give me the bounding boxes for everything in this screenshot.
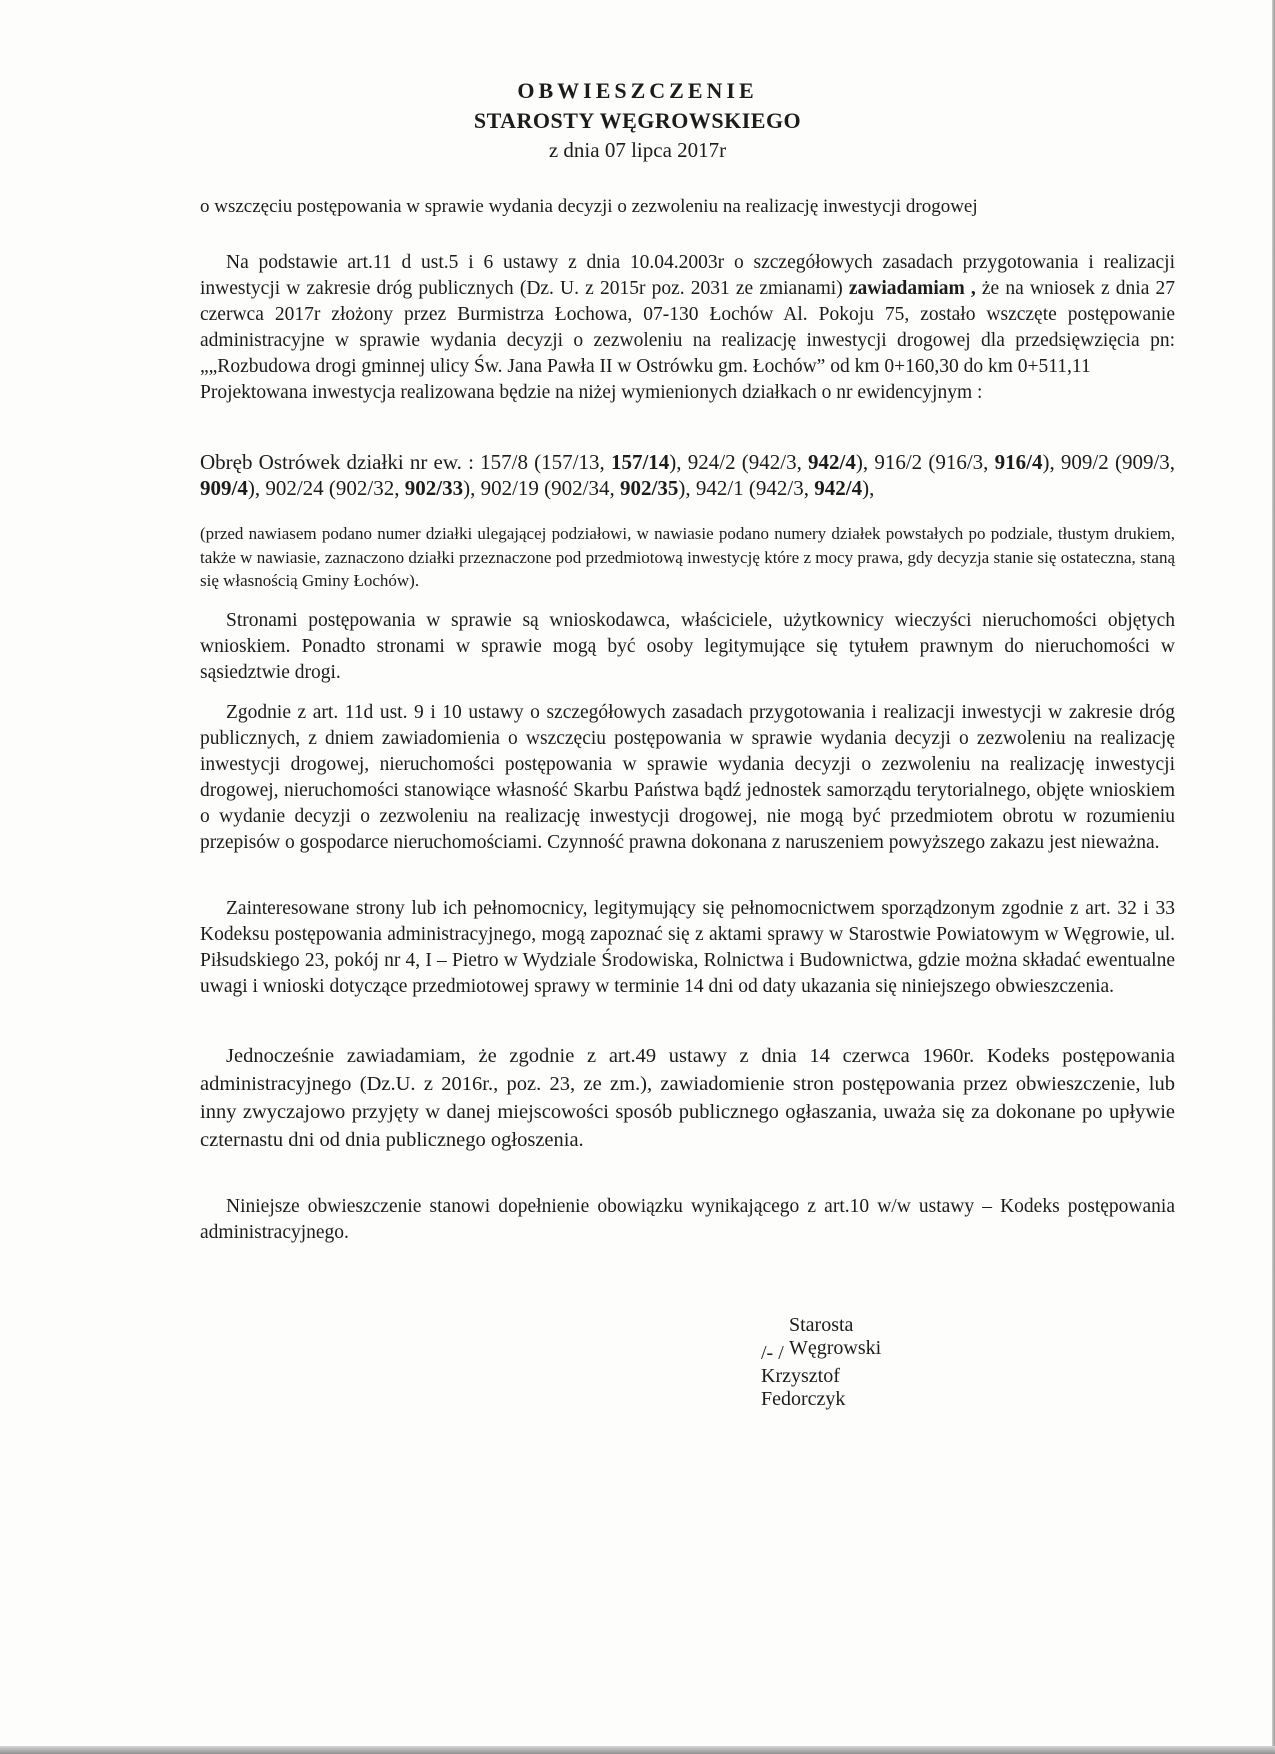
parties-text: Stronami postępowania w sprawie są wnioskodawca, właściciele, użytkownicy wieczyści nieruchomości objętych wnioskiem. Ponadto stronami w sprawie mogą być osoby legitymujące się tytułem prawnym do nieruchomości w sąsiedztwie drogi. — [200, 610, 1175, 683]
signatory-name: /- / Krzysztof Fedorczyk — [761, 1342, 846, 1410]
plot-text: ), 909/2 (909/3, — [1042, 450, 1176, 474]
obligation-text: Niniejsze obwieszczenie stanowi dopełnienie obowiązku wynikającego z art.10 w/w ustawy – Kodeks postępowania administracyjnego. — [200, 1196, 1175, 1243]
document-heading: OBWIESZCZENIE — [517, 78, 758, 103]
paragraph-notification — [200, 1042, 1175, 1154]
access-text: Zainteresowane strony lub ich pełnomocnicy, legitymujący się pełnomocnictwem sporządzonym zgodnie z art. 32 i 33 Kodeksu postępowania administracyjnego, mogą zapoznać się z aktami sprawy w Starostwie Powiatowym w Węgrowie, ul. Piłsudskiego 23, pokój nr 4, I – Pietro w Wydziale Środowiska, Rolnictwa i Budownictwa, gdzie można składać ewentualne uwagi i wnioski dotyczące przedmiotowej sprawy w terminie 14 dni od daty ukazania się niniejszego obwieszczenia. — [200, 898, 1175, 997]
plot-bold: 902/35 — [620, 476, 679, 500]
plot-text: ), 902/24 (902/32, — [247, 476, 405, 500]
plot-bold: 942/4 — [808, 450, 856, 474]
plot-text: ), 924/2 (942/3, — [669, 450, 809, 474]
plot-text: ), 902/19 (902/34, — [463, 476, 620, 500]
plot-text: ), 916/2 (916/3, — [855, 450, 995, 474]
plot-explanation: (przed nawiasem podano numer działki ulegającej podziałowi, w nawiasie podano numery działek powstałych po podziale, tłustym drukiem, także w nawiasie, zaznaczono działki przeznaczone pod przedmiotową inwestycję które z mocy prawa, gdy decyzja stanie się ostateczna, staną się własnością Gminy Łochów). — [200, 524, 1175, 590]
signatory-title: Starosta Węgrowski — [789, 1314, 882, 1359]
paragraph-restriction — [200, 700, 1175, 856]
notification-text: Jednocześnie zawiadamiam, że zgodnie z art.49 ustawy z dnia 14 czerwca 1960r. Kodeks postępowania administracyjnego (Dz.U. z 2016r., poz. 23, ze zm.), zawiadomienie stron postępowania przez obwieszczenie, lub inny zwyczajowo przyjęty w danej miejscowości sposób publicznego ogłaszania, uważa się za dokonane po upływie czternastu dni od dnia publicznego ogłoszenia. — [200, 1045, 1175, 1151]
notify-word: zawiadamiam , — [848, 278, 976, 299]
plot-list — [200, 449, 1175, 501]
plot-text: ), — [862, 476, 875, 500]
legal-basis-text: Na podstawie art.11 d ust.5 i 6 ustawy z dnia 10.04.2003r o szczegółowych zasadach przygotowania i realizacji inwestycji w zakresie dróg publicznych (Dz. U. z 2015r poz. 2031 ze zmianami) — [200, 252, 1175, 299]
document-date: z dnia 07 lipca 2017r — [548, 138, 727, 162]
plot-bold: 942/4 — [814, 476, 863, 500]
subject-line: o wszczęciu postępowania w sprawie wydania decyzji o zezwoleniu na realizację inwestycji drogowej — [200, 196, 978, 217]
plot-text: Obręb Ostrówek działki nr ew. : 157/8 (157/13, — [200, 450, 611, 474]
issuer-heading: STAROSTY WĘGROWSKIEGO — [473, 108, 802, 133]
paragraph-access — [200, 896, 1175, 1000]
scan-edge-bottom — [0, 1746, 1275, 1754]
plot-bold: 909/4 — [200, 476, 248, 500]
plots-intro: Projektowana inwestycja realizowana będzie na niżej wymienionych działkach o nr ewidencyjnym : — [200, 382, 983, 403]
restriction-text: Zgodnie z art. 11d ust. 9 i 10 ustawy o szczegółowych zasadach przygotowania i realizacji inwestycji w zakresie dróg publicznych, z dniem zawiadomienia o wszczęciu postępowania w sprawie wydania decyzji o zezwoleniu na realizację inwestycji drogowej, nieruchomości postępowania w sprawie wydania decyzji o zezwoleniu na realizację inwestycji drogowej, nieruchomości stanowiące własność Skarbu Państwa bądź jednostek samorządu terytorialnego, objęte wnioskiem o wydanie decyzji o zezwoleniu na realizację inwestycji drogowej, nie mogą być przedmiotem obrotu w rozumieniu przepisów o gospodarce nieruchomościami. Czynność prawna dokonana z naruszeniem powyższego zakazu jest nieważna. — [200, 702, 1175, 853]
application-text: że na wniosek z dnia 27 czerwca 2017r złożony przez Burmistrza Łochowa, 07-130 Łochów Al. Pokoju 75, zostało wszczęte postępowanie administracyjne w sprawie wydania decyzji o zezwoleniu na realizację inwestycji drogowej dla przedsięwzięcia pn: „„Rozbudowa drogi gminnej ulicy Św. Jana Pawła II w Ostrówku gm. Łochów” od km 0+160,30 do km 0+511,11 — [200, 278, 1176, 377]
plot-text: ), 942/1 (942/3, — [678, 476, 815, 500]
plot-bold: 916/4 — [994, 450, 1043, 474]
plot-bold: 157/14 — [610, 450, 670, 474]
plot-bold: 902/33 — [404, 476, 464, 500]
paragraph-parties — [200, 608, 1175, 686]
paragraph-legal-basis — [200, 250, 1175, 406]
paragraph-obligation — [200, 1194, 1175, 1246]
